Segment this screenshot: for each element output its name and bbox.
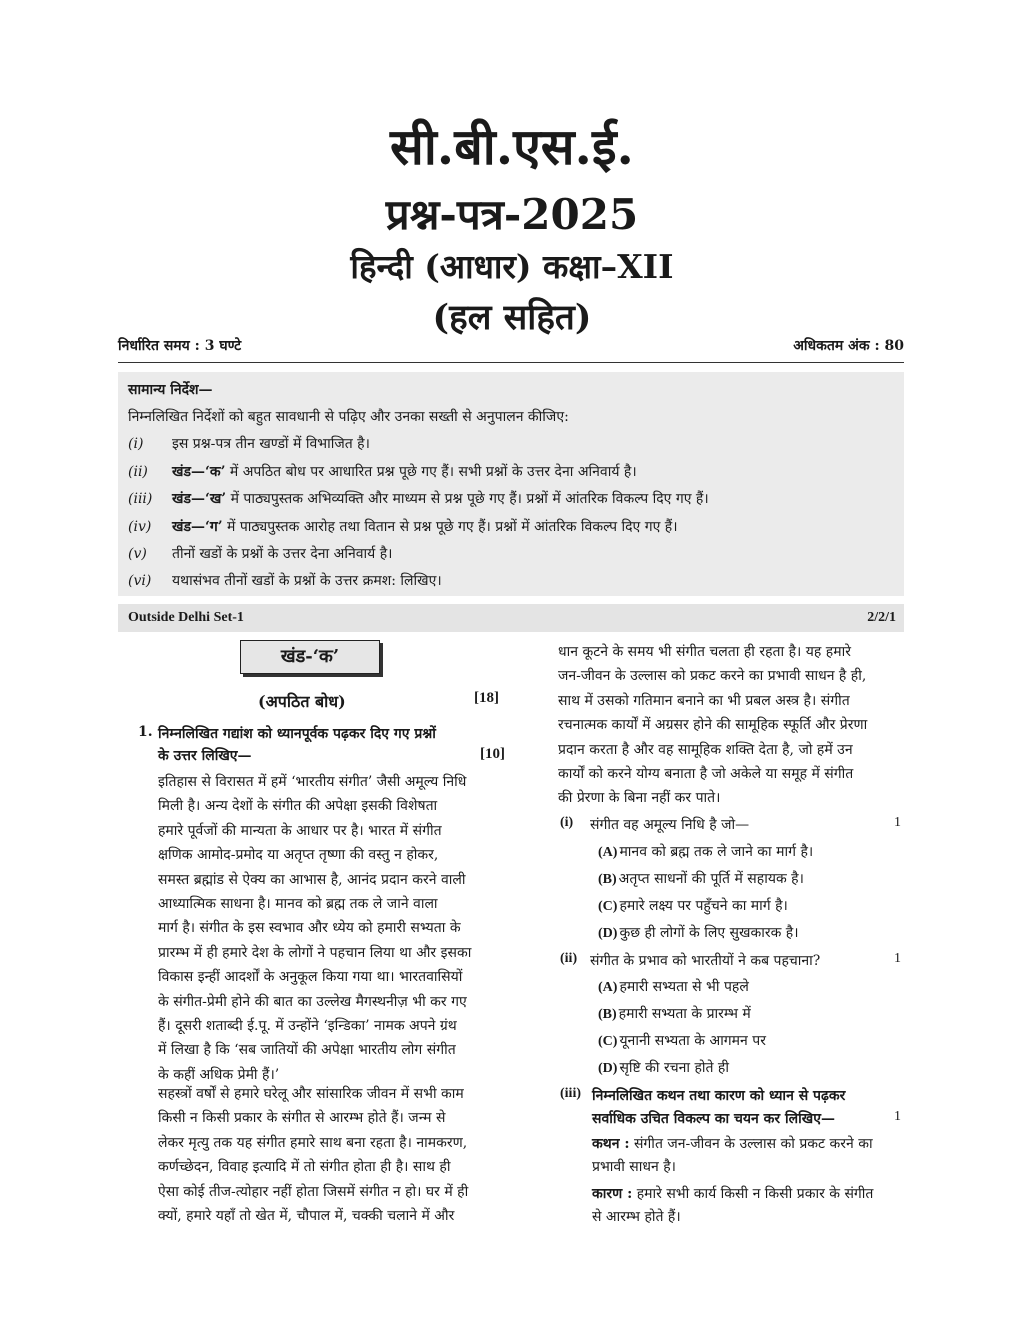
passage-line: साथ में उसको गतिमान बनाने का भी प्रबल अस्त्र है। संगीत [558,692,850,709]
passage-line: धान कूटने के समय भी संगीत चलता ही रहता है। यह हमारे [558,644,851,660]
passage-line: समस्त ब्रह्मांड से ऐक्य का आभास है, आनंद प्रदान करने वाली [158,871,466,888]
passage-line: हैं। दूसरी शताब्दी ई.पू. में उन्होंने ‘इन्डिका’ नामक अपने ग्रंथ [158,1018,457,1034]
passage-line: प्रारम्भ में ही हमारे देश के लोगों ने पहचान लिया था और इसका [158,944,472,961]
option-label: (A) [598,845,618,860]
subject-title: हिन्दी (आधार) कक्षा–XII [350,247,674,286]
passage-line: ऐसा कोई तीज-त्योहार नहीं होता जिसमें संगीत न हो। घर में ही [158,1183,469,1200]
question-marks: 1 [894,815,901,830]
header-divider [118,362,904,363]
option-label: (B) [598,1007,617,1022]
instructions-heading: सामान्य निर्देश— [128,382,213,398]
question-marks: [10] [480,746,505,762]
instruction-num: (ii) [128,464,148,480]
option-text: यूनानी सभ्यता के आगमन पर [619,1033,766,1049]
passage-line: प्रदान करता है और वह सामूहिक शक्ति देता है, जो हमें उन [558,741,853,758]
passage-line: किसी न किसी प्रकार के संगीत से आरम्भ होते हैं। जन्म से [158,1110,446,1127]
passage-line: की प्रेरणा के बिना नहीं कर पाते। [558,790,721,807]
section-title: खंड-‘क’ [240,640,380,674]
set-name: Outside Delhi Set-1 [128,610,244,625]
instructions-intro: निम्नलिखित निर्देशों को बहुत सावधानी से पढ़िए और उनका सख्ती से अनुपालन कीजिए: [128,409,569,425]
section-marks: [18] [474,690,499,706]
option[interactable] [598,1058,729,1077]
instruction-section: खंड—‘क’ [172,464,226,480]
question-text: सर्वाधिक उचित विकल्प का चयन कर लिखिए— [592,1111,835,1127]
question-text: निम्नलिखित कथन तथा कारण को ध्यान से पढ़कर [592,1088,846,1104]
assertion-text-cont: प्रभावी साधन है। [592,1159,676,1175]
assertion-label: कथन : [592,1136,630,1152]
reason-label: कारण : [592,1186,633,1202]
passage-line: क्यों, हमारे यहाँ तो खेत में, चौपाल में, चक्की चलाने में और [158,1208,455,1224]
option-text: हमारे लक्ष्य पर पहुँचने का मार्ग है। [619,898,788,914]
option[interactable] [598,977,749,996]
question-text: संगीत के प्रभाव को भारतीयों ने कब पहचाना? [590,953,821,969]
passage-line: कर्णच्छेदन, विवाह इत्यादि में तो संगीत होता ही है। साथ ही [158,1159,451,1176]
instruction-item [128,489,709,508]
option-label: (D) [598,926,618,941]
passage-line: जन-जीवन के उल्लास को प्रकट करने का प्रभावी साधन है ही, [558,668,867,685]
option[interactable] [598,923,799,942]
option[interactable] [598,896,788,915]
option[interactable] [598,1004,751,1023]
set-bar [118,604,904,632]
passage-line: आध्यात्मिक साधना है। मानव को ब्रह्म तक ले जाने वाला [158,896,438,912]
passage-line: मिली है। अन्य देशों के संगीत की अपेक्षा इसकी विशेषता [158,798,438,815]
passage-line: मार्ग है। संगीत के इस स्वभाव और ध्येय को हमारी सभ्यता के [158,920,461,937]
instruction-text: तीनों खडों के प्रश्नों के उत्तर देना अनिवार्य है। [172,546,393,562]
question-number: (i) [560,815,574,830]
assertion-text: संगीत जन-जीवन के उल्लास को प्रकट करने का [629,1136,873,1152]
question-text: संगीत वह अमूल्य निधि है जो— [590,817,750,833]
option-text: हमारी सभ्यता से भी पहले [619,979,749,995]
instruction-item [128,544,392,563]
option-label: (B) [598,872,617,887]
reason-text: हमारे सभी कार्य किसी न किसी प्रकार के संगीत [632,1186,874,1202]
question-marks: 1 [894,951,901,966]
question-marks: 1 [894,1109,901,1124]
passage-line: कार्यों को करने योग्य बनाता है जो अकेले या समूह में संगीत [558,766,854,782]
option-text: अतृप्त साधनों की पूर्ति में सहायक है। [618,871,804,887]
passage-line: क्षणिक आमोद-प्रमोद या अतृप्त तृष्णा की वस्तु न होकर, [158,847,439,864]
instruction-item [128,434,370,453]
section-subtitle: (अपठित बोध) [258,692,346,711]
instruction-item [128,462,637,481]
instruction-num: (i) [128,436,144,452]
passage-line: लेकर मृत्यु तक यह संगीत हमारे साथ बना रहता है। नामकरण, [158,1134,468,1151]
question-text: निम्नलिखित गद्यांश को ध्यानपूर्वक पढ़कर दिए गए प्रश्नों [158,726,436,742]
option-text: मानव को ब्रह्म तक ले जाने का मार्ग है। [619,844,814,860]
option-label: (C) [598,899,618,914]
instruction-num: (iii) [128,491,153,507]
option-label: (A) [598,980,618,995]
question-number: 1. [138,724,153,740]
assertion [592,1134,873,1153]
set-code: 2/2/1 [867,610,896,625]
general-instructions [118,372,904,596]
option-text: हमारी सभ्यता के प्रारम्भ में [618,1006,751,1022]
instruction-text: में पाठ्यपुस्तक आरोह तथा वितान से प्रश्न पूछे गए हैं। प्रश्नों में आंतरिक विकल्प दिए गए हैं। [222,519,678,535]
passage-line: सहस्त्रों वर्षों से हमारे घरेलू और सांसारिक जीवन में सभी काम [158,1086,464,1102]
option-text: कुछ ही लोगों के लिए सुखकारक है। [619,925,799,941]
board-title: सी.बी.एस.ई. [390,117,634,176]
reason [592,1184,873,1203]
passage-line: में लिखा है कि ‘सब जातियों की अपेक्षा भारतीय लोग संगीत [158,1042,456,1059]
option[interactable] [598,842,813,861]
instruction-num: (vi) [128,573,152,589]
instruction-text: में अपठित बोध पर आधारित प्रश्न पूछे गए हैं। सभी प्रश्नों के उत्तर देना अनिवार्य है। [225,464,637,480]
option[interactable] [598,1031,766,1050]
instruction-num: (v) [128,546,147,562]
passage-line: के संगीत-प्रेमी होने की बात का उल्लेख मैगस्थनीज़ भी कर गए [158,993,467,1010]
option[interactable] [598,869,804,888]
option-label: (D) [598,1061,618,1076]
paper-title: प्रश्न-पत्र-2025 [385,190,639,239]
passage-line: रचनात्मक कार्यों में अग्रसर होने की सामूहिक स्फूर्ति और प्रेरणा [558,717,868,734]
option-text: सृष्टि की रचना होते ही [619,1060,729,1076]
instruction-section: खंड—‘ग’ [172,519,223,535]
instruction-text: इस प्रश्न-पत्र तीन खण्डों में विभाजित है। [172,436,370,452]
question-number: (ii) [560,951,578,966]
passage-line: विकास इन्हीं आदर्शों के अनुकूल किया गया था। भारतवासियों [158,969,463,986]
solved-label: (हल सहित) [432,297,592,338]
question-text: के उत्तर लिखिए— [158,748,252,764]
instruction-item [128,571,442,590]
question-number: (iii) [560,1086,581,1101]
passage-line: इतिहास से विरासत में हमें ‘भारतीय संगीत’ जैसी अमूल्य निधि [158,774,467,790]
option-label: (C) [598,1034,618,1049]
passage-line: के कहीं अधिक प्रेमी हैं।’ [158,1066,280,1083]
instruction-section: खंड—‘ख’ [172,491,227,507]
passage-line: हमारे पूर्वजों की मान्यता के आधार पर है। भारत में संगीत [158,822,442,839]
instruction-num: (iv) [128,519,152,535]
time-allowed: निर्धारित समय : 3 घण्टे [118,338,242,354]
reason-text-cont: से आरम्भ होते हैं। [592,1209,681,1225]
instruction-text: यथासंभव तीनों खडों के प्रश्नों के उत्तर क्रमश: लिखिए। [172,573,442,589]
instruction-item [128,517,678,536]
max-marks: अधिकतम अंक : 80 [793,338,904,354]
instruction-text: में पाठ्यपुस्तक अभिव्यक्ति और माध्यम से प्रश्न पूछे गए हैं। प्रश्नों में आंतरिक विकल्प दिए गए हैं। [226,491,709,507]
